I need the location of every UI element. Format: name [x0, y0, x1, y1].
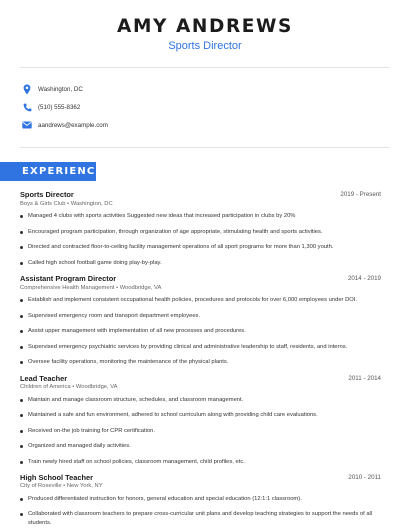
- contact-email: [22, 118, 108, 132]
- contact-location: [22, 82, 83, 96]
- contact-email-text: aandrews@example.com: [38, 121, 108, 129]
- phone-icon: [22, 101, 32, 113]
- job-title: Sports Director: [20, 190, 74, 199]
- job-company-location: Boys & Girls Club • Washington, DC: [20, 201, 113, 207]
- resume-name: AMY ANDREWS: [117, 16, 293, 37]
- resume-title: Sports Director: [168, 40, 242, 52]
- list-item: Assist upper management with implementation of all new processes and procedures.: [20, 327, 384, 336]
- job-title: High School Teacher: [20, 473, 93, 482]
- list-item: Supervised emergency room and transport department employees.: [20, 312, 384, 321]
- list-item: Oversee facility operations, monitoring the maintenance of the physical plants.: [20, 358, 384, 367]
- job-company: Boys & Girls Club: [20, 201, 66, 207]
- job-location: New York, NY: [66, 483, 103, 489]
- job-company: City of Roseville: [20, 483, 62, 489]
- job-dates: 2010 - 2011: [348, 474, 381, 481]
- contact-divider: [20, 147, 390, 148]
- contact-phone: [22, 100, 80, 114]
- list-item: Maintain and manage classroom structure, schedules, and classroom management.: [20, 396, 384, 405]
- list-item: Establish and implement consistent occupational health policies, procedures and protocols for over 6,000 employees under DOI.: [20, 296, 384, 305]
- contact-location-text: Washington, DC: [38, 85, 83, 93]
- job-company-location: City of Roseville • New York, NY: [20, 483, 103, 489]
- list-item: Organized and managed daily activities.: [20, 442, 384, 451]
- list-item: Directed and contracted floor-to-ceiling facility management operations of all sport programs for more than 1,300 youth.: [20, 243, 384, 252]
- contact-phone-text: (510) 555-8362: [38, 103, 81, 111]
- job-location: Washington, DC: [70, 201, 113, 207]
- list-item: Collaborated with classroom teachers to prepare cross-curricular unit plans and develop teaching strategies to support the needs of all students.: [20, 510, 384, 527]
- section-heading-experience: EXPERIENCE: [22, 166, 104, 177]
- job-dates: 2011 - 2014: [348, 375, 381, 382]
- job-location: Woodbridge, VA: [119, 285, 162, 291]
- job-dates: 2019 - Present: [340, 191, 381, 198]
- job-company: Comprehensive Health Management: [20, 285, 115, 291]
- job-company: Children of America: [20, 384, 71, 390]
- list-item: Supervised emergency psychiatric services by providing clinical and administrative leadership to staff, residents, and interns.: [20, 343, 384, 352]
- list-item: Called high school football game doing play-by-play.: [20, 259, 384, 268]
- list-item: Maintained a safe and fun environment, adhered to school curriculum along with providing child care evaluations.: [20, 411, 384, 420]
- job-company-location: Children of America • Woodbridge, VA: [20, 384, 118, 390]
- header-divider: [20, 67, 390, 68]
- list-item: Train newly hired staff on school policies, classroom management, child profiles, etc.: [20, 458, 384, 467]
- job-company-location: Comprehensive Health Management • Woodbridge, VA: [20, 285, 162, 291]
- job-dates: 2014 - 2019: [347, 275, 381, 282]
- email-icon: [22, 119, 32, 131]
- location-pin-icon: [22, 83, 32, 95]
- job-location: Woodbridge, VA: [75, 384, 118, 390]
- list-item: Received on-the job training for CPR certification.: [20, 427, 384, 436]
- list-item: Produced differentiated instruction for honors, general education and special education (12:1:1 classroom).: [20, 495, 384, 504]
- job-title: Lead Teacher: [20, 374, 68, 383]
- list-item: Managed 4 clubs with sports activities Suggested new ideas that increased participation in clubs by 20%: [20, 212, 384, 221]
- list-item: Encouraged program participation, through organization of age appropriate, stimulating health and sports activities.: [20, 228, 384, 237]
- job-title: Assistant Program Director: [20, 274, 117, 283]
